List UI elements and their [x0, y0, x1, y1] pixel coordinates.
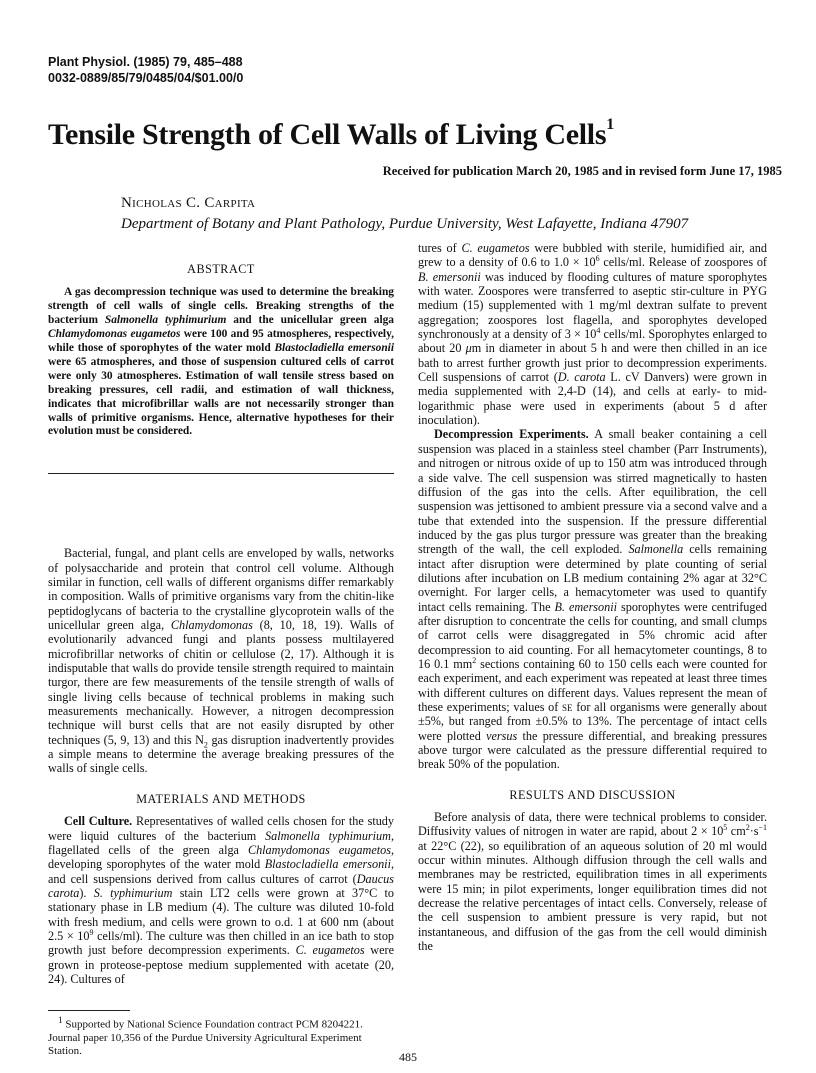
results-superscript: 2	[745, 823, 750, 833]
methods-superscript: 6	[595, 254, 600, 264]
abstract-text: and the unicellular green alga	[226, 314, 395, 327]
results-text: Before analysis of data, there were technical problems to consider. Diffusivity values of nitrogen in water are rapid, about 2 × 10	[418, 810, 767, 839]
abstract-text: A gas decompression technique was used to determine the breaking strength of cell walls of single cells. Breaking strengths of the bacterium	[48, 286, 394, 327]
methods-heading: MATERIALS AND METHODS	[136, 791, 306, 806]
methods-superscript: 9	[89, 927, 94, 937]
footnote-mark: 1	[58, 1015, 63, 1025]
author-name: Nicholas C. Carpita	[121, 195, 256, 211]
se-abbrev: se	[562, 700, 573, 714]
intro-text: (8, 10, 18, 19). Walls of evolutionarily advanced fungi and plants possess multilayered microfibrillar networks of chitin or cellulose (2, 17). Although it is indisputable that walls do provide tensile strength required to maintain turgor, there are few measurements of the tensile strength of walls of single living cells because of technical problems in making such measurements mechanically. However, a nitrogen decompression technique will burst cells that are not easily disrupted by other techniques (5, 9, 13) and this N	[48, 618, 394, 747]
results-superscript: 5	[723, 823, 728, 833]
methods-text: , developing sporophytes of the water mold	[48, 842, 394, 872]
received-date: Received for publication March 20, 1985 and in revised form June 17, 1985	[382, 164, 782, 178]
abstract-heading: ABSTRACT	[187, 262, 255, 276]
methods-text: cells/ml). The culture was then chilled in an ice bath to stop growth just before decompression experiments.	[48, 928, 395, 958]
methods-text: ).	[79, 885, 94, 900]
methods-italic: Chlamydomonas eugametos	[247, 842, 391, 857]
methods-text: m in diameter in about 5 h and were then chilled in an ice bath to arrest further growth just prior to decompression experiments. Cell suspensions of carrot (	[418, 341, 767, 385]
journal-citation: Plant Physiol. (1985) 79, 485–488	[48, 55, 243, 69]
paper-title	[48, 118, 614, 152]
methods-text: stain LT2 cells were grown at 37°C to stationary phase in LB medium (4). The culture was diluted 10-fold with fresh medium, and cells were grown to o.d. 1 at 600 nm (about 2.5 × 10	[48, 885, 394, 943]
methods-italic: Daucus carota	[48, 871, 394, 900]
methods-italic: Blastocladiella emersonii	[264, 857, 391, 872]
methods-italic: B. emersonii	[554, 599, 618, 614]
methods-italic: Salmonella typhimurium	[265, 828, 391, 843]
results-heading: RESULTS AND DISCUSSION	[509, 787, 676, 802]
methods-text: A small beaker containing a cell suspension was placed in a stainless steel chamber (Parr Instruments), and nitrogen or nitrous oxide of up to 150 atm was introduced through a side valve. The cell suspension was stirred magnetically to hasten diffusion of the gas into the cells. After equilibration, the cell suspension was jettisoned to ambient pressure via a second valve and a tube that extended into the suspension. If the pressure differential induced by the gas plus turgor pressure was greater than the breaking strength of the wall, the cell exploded.	[418, 427, 768, 557]
methods-text: the pressure differential, and breaking pressures above turgor were calculated as the pressure differential required to break 50% of the population.	[418, 728, 767, 772]
abstract-italic: Salmonella typhimurium	[104, 314, 227, 327]
abstract-body	[48, 286, 394, 439]
cell-culture-continued	[418, 241, 767, 427]
methods-text: , flagellated cells of the green alga	[48, 828, 394, 857]
abstract-italic: Chlamydomonas eugametos	[48, 328, 181, 341]
paper-title-text: Tensile Strength of Cell Walls of Living Cells	[48, 118, 607, 151]
methods-italic: B. emersonii	[418, 269, 481, 284]
left-column	[48, 241, 394, 986]
decompression-run-in-head: Decompression Experiments.	[434, 427, 589, 442]
abstract-text: were 65 atmospheres, and those of suspension cultured cells of carrot were only 30 atmospheres. Estimation of wall tensile stress based on breaking pressures, cell radii, and estimation of wall thickness, indicates that microfibrillar walls are not necessarily stronger than walls of primitive organisms. Hence, alternative hypotheses for their evolution must be considered.	[48, 355, 394, 438]
footnote-text: Supported by National Science Foundation contract PCM 8204221. Journal paper 10,356 of the Purdue University Agricultural Experiment Station.	[48, 1018, 363, 1057]
abstract-italic: Blastocladiella emersonii	[274, 341, 394, 354]
cell-culture-paragraph	[48, 814, 394, 986]
methods-text: cells remaining intact after disruption were determined by plate counting of serial dilutions after incubation on LB medium containing 2% agar at 32°C overnight. For larger cells, a hemacytometer was used to quantify intact cells remaining. The	[418, 542, 767, 614]
results-text: cm	[727, 824, 746, 839]
footnote-rule	[48, 1010, 130, 1011]
intro-text: gas disruption inadvertently provides a simple means to determine the average breaking pressures of the walls of single cells.	[48, 732, 394, 776]
methods-italic: S. typhimurium	[93, 885, 173, 900]
methods-text: tures of	[418, 241, 462, 255]
mu-symbol: μ	[465, 341, 472, 356]
decompression-paragraph	[418, 427, 767, 771]
methods-text: Representatives of walled cells chosen for the study were liquid cultures of the bacterium	[48, 814, 394, 843]
methods-italic: Salmonella	[628, 542, 684, 557]
page-number: 485	[399, 1050, 417, 1064]
right-column	[418, 241, 767, 954]
title-footnote-mark: 1	[606, 116, 614, 133]
intro-subscript: 2	[203, 740, 208, 750]
methods-text: for all organisms were generally about ±5%, but ranged from ±0.5% to 13%. The percentage of intact cells were plotted	[418, 700, 767, 743]
methods-text: L. cV Danvers) were grown in media supplemented with 2,4-D (14), and cells at early- to mid-logarithmic phase were used in experiments (about 5 d after inoculation).	[418, 370, 768, 428]
abstract-text: were 100 and 95 atmospheres, respectively, while those of sporophytes of the water mold	[48, 328, 394, 354]
intro-paragraph	[48, 546, 394, 776]
methods-text: , and cell suspensions derived from callus cultures of carrot (	[48, 857, 395, 886]
results-text: ·s	[749, 824, 759, 839]
abstract-paragraph	[48, 286, 394, 439]
cell-culture-run-in-head: Cell Culture.	[64, 814, 133, 829]
methods-superscript: 2	[472, 655, 477, 665]
abstract-divider	[48, 473, 394, 474]
methods-italic: C. eugametos	[295, 943, 365, 958]
methods-text: sporophytes were centrifuged after disruption to concentrate the cells for counting, and small clumps of carrot cells were disaggregated in 5% chromic acid after decompression to aid counting. For all hemacytometer countings, 8 to 16 0.1 mm	[418, 599, 768, 671]
methods-text: cells/ml. Sporophytes enlarged to about 20	[418, 327, 767, 356]
methods-superscript: 4	[596, 326, 601, 335]
author-affiliation: Department of Botany and Plant Pathology, Purdue University, West Lafayette, Indiana 47907	[121, 216, 689, 232]
intro-text: Bacterial, fungal, and plant cells are enveloped by walls, networks of polysaccharide and protein that control cell volume. Although similar in function, cell walls of different organisms differ remarkably in composition. Walls of primitive organisms vary from the chitin-like peptidoglycans of bacteria to the crystalline glycoprotein walls of the unicellular green alga,	[48, 546, 394, 633]
methods-text: sections containing 60 to 150 cells each were counted for each experiment, and each experiment was repeated at least three times with different cultures on different days. Values represent the mean of these experiments; values of	[418, 656, 767, 714]
methods-italic: C. eugametos	[461, 241, 530, 255]
results-text: at 22°C (22), so equilibration of an aqueous solution of 20 ml would occur within minutes. Although diffusion through the cell walls and membranes may be restricted, equilibration times in all experiments were 15 min; in pilot experiments, longer equilibration times did not decrease the relative percentages of intact cells. Conversely, release of the cell suspension to ambient pressure is very rapid, but not instantaneous, and diffusion of the gas from the cell would diminish the	[418, 838, 767, 954]
methods-italic: versus	[486, 728, 518, 743]
methods-text: was induced by flooding cultures of mature sporophytes with water. Zoospores were transferred to aseptic stir-culture in PYG medium (15) supplemented with 1 mg/ml dextran sulfate to prevent aggregation; zoospores lost flagella, and sporophytes developed synchronously at a density of 3 × 10	[418, 269, 767, 342]
results-paragraph	[418, 810, 767, 953]
methods-text: cells/ml. Release of zoospores of	[599, 255, 767, 270]
results-superscript: −1	[758, 823, 768, 833]
journal-code: 0032-0889/85/79/0485/04/$01.00/0	[48, 71, 244, 85]
intro-italic: Chlamydomonas	[170, 618, 253, 633]
methods-italic: D. carota	[557, 370, 606, 385]
methods-text: were bubbled with sterile, humidified air, and grew to a density of 0.6 to 1.0 × 10	[418, 241, 767, 270]
methods-text: were grown in proteose-peptose medium supplemented with acetate (20, 24). Cultures of	[48, 943, 394, 986]
